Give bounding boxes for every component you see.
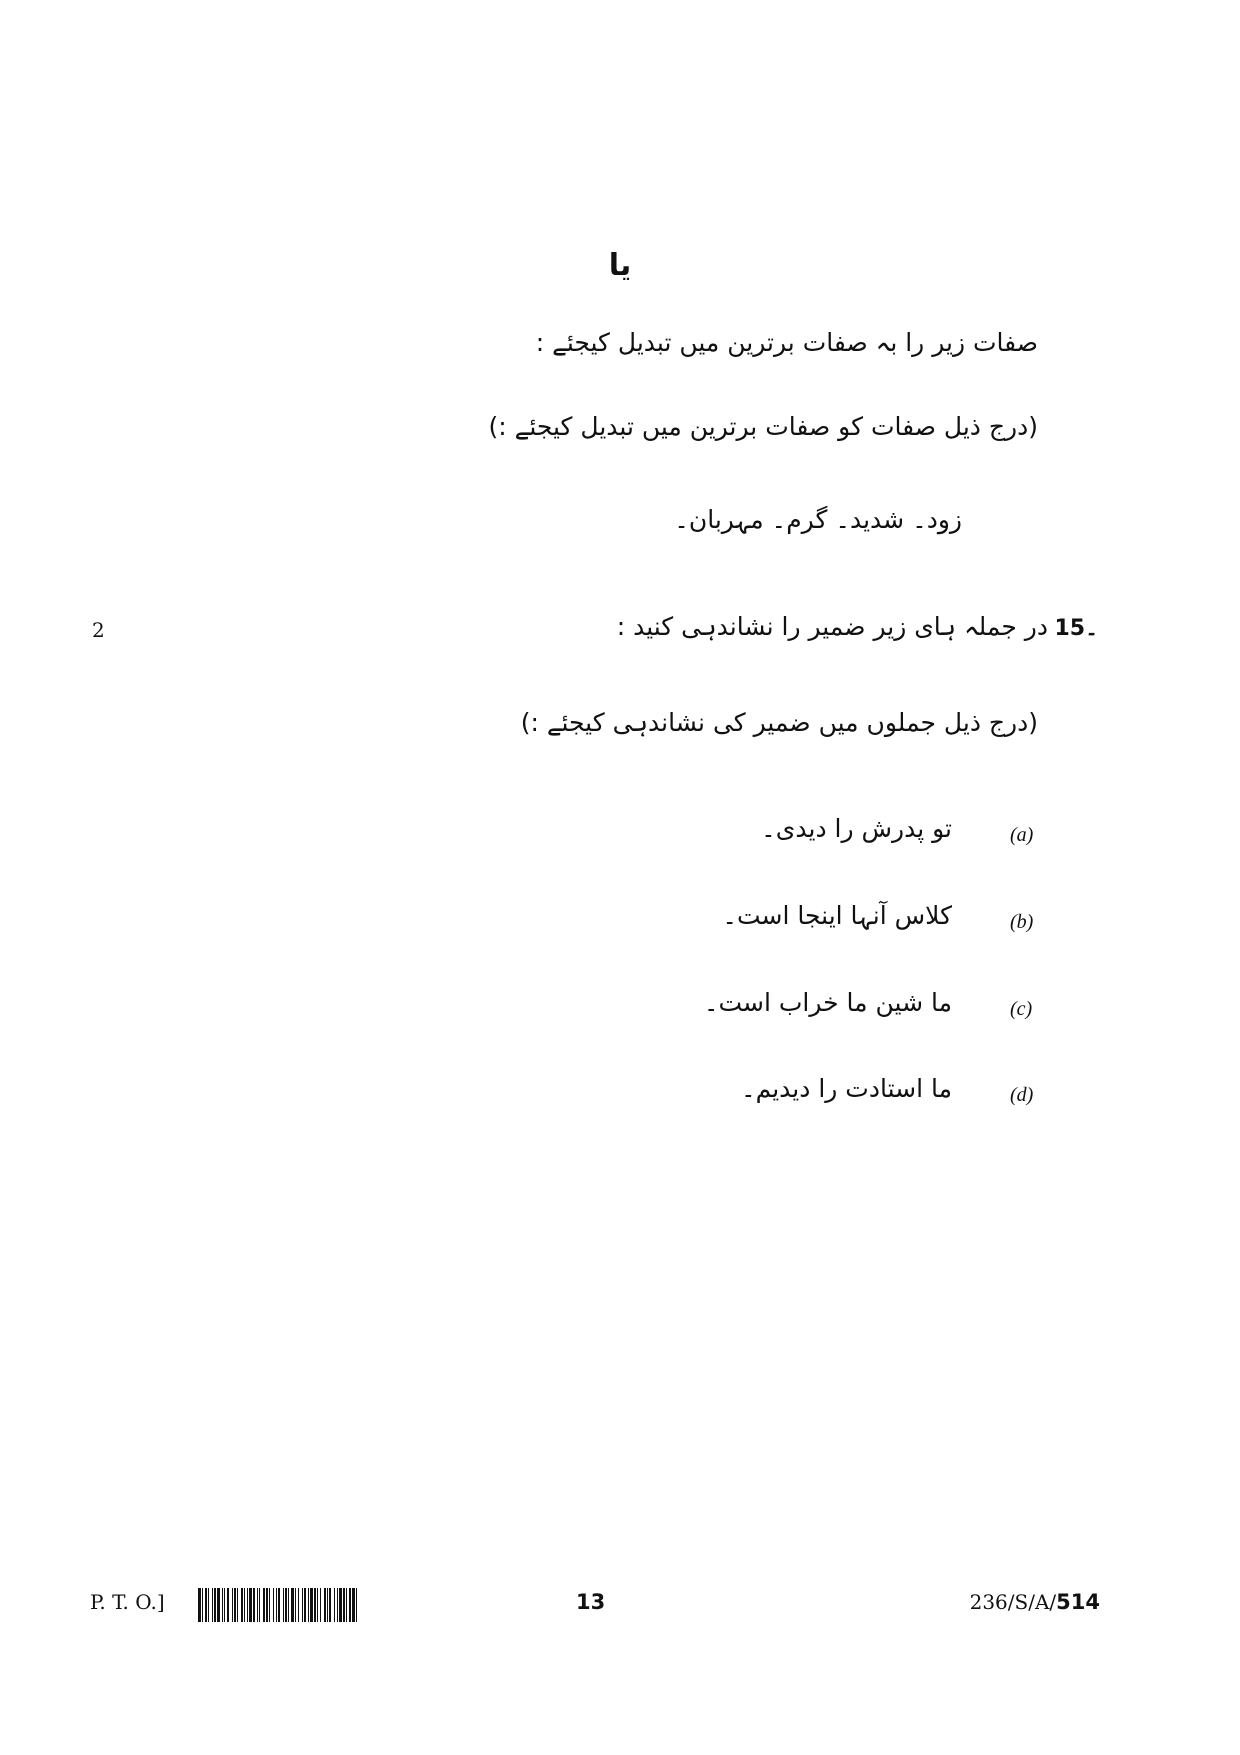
option-text-d: ما استادت را دیدیم۔	[740, 1074, 952, 1103]
pto-label: P. T. O.]	[90, 1590, 165, 1614]
option-label-a: (a)	[1010, 824, 1034, 846]
paper-code	[970, 1590, 1100, 1614]
option-text-c: ما شین ما خراب است۔	[703, 988, 952, 1017]
alt-question-words: زود۔ شدید۔ گرم۔ مہربان۔	[674, 505, 962, 534]
alt-question-line2: (درج ذیل صفات کو صفات برترین میں تبدیل کیجئے :)	[488, 412, 1038, 441]
question-number: 15۔	[1054, 616, 1098, 641]
option-text-b: کلاس آنہا اینجا است۔	[722, 901, 952, 930]
paper-code-number: 514	[1056, 1590, 1100, 1614]
page-number: 13	[576, 1590, 606, 1614]
paper-code-prefix: 236/S/A/	[969, 1590, 1057, 1614]
alt-question-line1: صفات زیر را بہ صفات برترین میں تبدیل کیجئے :	[535, 328, 1038, 357]
barcode	[198, 1588, 554, 1622]
option-text-a: تو پدرش را دیدی۔	[761, 814, 952, 843]
option-label-b: (b)	[1010, 911, 1034, 933]
option-label-d: (d)	[1010, 1084, 1034, 1106]
marks-label: 2	[92, 618, 105, 642]
question-instruction-urdu: (درج ذیل جملوں میں ضمیر کی نشاندہی کیجئے :)	[520, 708, 1038, 737]
question-instruction: در جملہ ہای زیر ضمیر را نشاندہی کنید :	[616, 612, 1048, 641]
option-label-c: (c)	[1010, 998, 1033, 1020]
or-marker: یا	[608, 248, 632, 283]
